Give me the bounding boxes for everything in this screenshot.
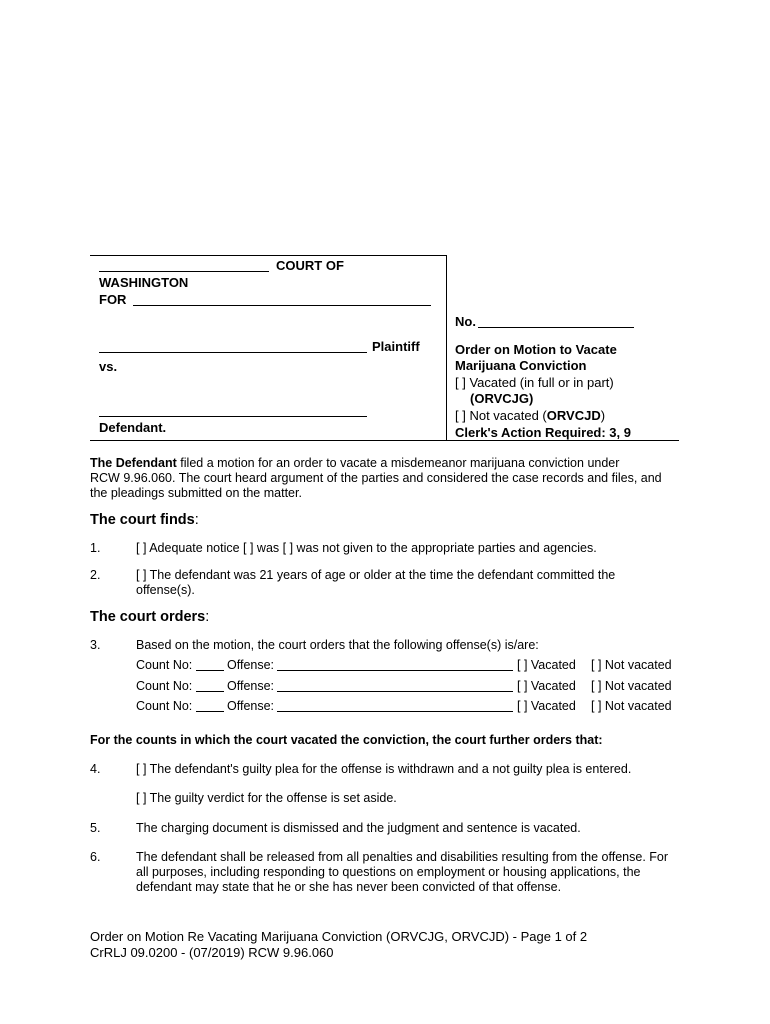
offense-label: Offense:: [227, 658, 275, 672]
vacated-checkbox[interactable]: [ ] Vacated: [517, 679, 576, 693]
order-6-line3: defendant may state that he or she has never been convicted of that offense.: [136, 880, 562, 894]
order-6-text: [136, 850, 681, 895]
footer-line1: Order on Motion Re Vacating Marijuana Conviction (ORVCJG, ORVCJD) - Page 1 of 2: [90, 929, 588, 944]
not-vacated-checkbox-option[interactable]: [455, 408, 605, 423]
defendant-label: Defendant.: [99, 420, 167, 435]
count-number-blank[interactable]: [196, 659, 224, 671]
intro-bold-lead: The Defendant: [90, 456, 177, 470]
defendant-name-blank[interactable]: [99, 416, 367, 417]
order-4-number: 4.: [90, 762, 101, 776]
order-5-text: The charging document is dismissed and the judgment and sentence is vacated.: [136, 821, 581, 835]
court-orders-heading-colon: :: [205, 609, 210, 625]
order-5-number: 5.: [90, 821, 101, 835]
count-number-label: Count No:: [136, 699, 193, 713]
order-3-text: Based on the motion, the court orders that the following offense(s) is/are:: [136, 638, 539, 652]
order-6-number: 6.: [90, 850, 101, 864]
intro-line1: [90, 456, 690, 471]
vacated-checkbox[interactable]: [ ] Vacated: [517, 699, 576, 713]
not-vacated-checkbox[interactable]: [ ] Not vacated: [591, 679, 672, 693]
finding-2-number: 2.: [90, 568, 101, 582]
finding-1-number: 1.: [90, 541, 101, 555]
document-title-line2: Marijuana Conviction: [455, 358, 587, 373]
not-vacated-checkbox[interactable]: [ ] Not vacated: [591, 658, 672, 672]
order-6-line1: The defendant shall be released from all penalties and disabilities resulting from the offense. For: [136, 850, 669, 864]
for-label: FOR: [99, 292, 127, 307]
case-number-blank[interactable]: [478, 327, 634, 328]
count-row: [136, 658, 681, 674]
count-number-label: Count No:: [136, 658, 193, 672]
count-number-blank[interactable]: [196, 700, 224, 712]
count-number-blank[interactable]: [196, 680, 224, 692]
intro-paragraph: [90, 456, 690, 501]
footer-line2: CrRLJ 09.0200 - (07/2019) RCW 9.96.060: [90, 945, 334, 960]
washington-label: WASHINGTON: [99, 275, 189, 290]
vacated-code: (ORVCJG): [470, 391, 534, 406]
vacated-checkbox-option[interactable]: [ ] Vacated (in full or in part): [455, 375, 614, 390]
offense-label: Offense:: [227, 679, 275, 693]
page-footer: [90, 929, 587, 961]
not-vacated-checkbox[interactable]: [ ] Not vacated: [591, 699, 672, 713]
count-row: [136, 699, 681, 715]
not-vacated-suffix: ): [600, 408, 606, 423]
plaintiff-name-blank[interactable]: [99, 352, 367, 353]
county-blank[interactable]: [133, 305, 431, 306]
court-orders-heading-text: The court orders: [90, 609, 206, 625]
court-of-label: COURT OF: [276, 258, 344, 273]
court-finds-heading: [90, 512, 199, 528]
intro-line3: the pleadings submitted on the matter.: [90, 486, 302, 500]
offense-blank[interactable]: [277, 700, 513, 712]
order-3-number: 3.: [90, 638, 101, 652]
order-6-line2: all purposes, including responding to questions on employment or housing applications, the: [136, 865, 641, 879]
vs-label: vs.: [99, 359, 118, 374]
case-number-label: No.: [455, 314, 476, 329]
intro-line1-text: filed a motion for an order to vacate a misdemeanor marijuana conviction under: [176, 456, 620, 470]
offense-label: Offense:: [227, 699, 275, 713]
order-4-guilty-plea[interactable]: [ ] The defendant's guilty plea for the offense is withdrawn and a not guilty plea is entered.: [136, 762, 632, 776]
count-row: [136, 679, 681, 695]
finding-1-text[interactable]: [ ] Adequate notice [ ] was [ ] was not given to the appropriate parties and agencies.: [136, 541, 597, 555]
count-number-label: Count No:: [136, 679, 193, 693]
plaintiff-label: Plaintiff: [372, 339, 420, 354]
further-orders-heading: For the counts in which the court vacated the conviction, the court further orders that:: [90, 733, 603, 747]
not-vacated-code: ORVCJD: [546, 408, 601, 423]
order-4-guilty-verdict[interactable]: [ ] The guilty verdict for the offense is set aside.: [136, 791, 397, 805]
caption-bottom-rule: [90, 440, 679, 441]
court-name-blank[interactable]: [99, 271, 269, 272]
finding-2-text[interactable]: [136, 568, 681, 598]
court-finds-heading-text: The court finds: [90, 512, 195, 528]
finding-2-line1: [ ] The defendant was 21 years of age or older at the time the defendant committed the: [136, 568, 616, 582]
court-finds-heading-colon: :: [194, 512, 199, 528]
not-vacated-prefix: [ ] Not vacated (: [455, 408, 547, 423]
vacated-checkbox[interactable]: [ ] Vacated: [517, 658, 576, 672]
document-title-line1: Order on Motion to Vacate: [455, 342, 617, 357]
finding-2-line2: offense(s).: [136, 583, 195, 597]
court-orders-heading: [90, 609, 209, 625]
clerks-action-required: Clerk's Action Required: 3, 9: [455, 425, 631, 440]
intro-line2: RCW 9.96.060. The court heard argument of the parties and considered the case records and files, and: [90, 471, 662, 485]
offense-blank[interactable]: [277, 659, 513, 671]
offense-blank[interactable]: [277, 680, 513, 692]
